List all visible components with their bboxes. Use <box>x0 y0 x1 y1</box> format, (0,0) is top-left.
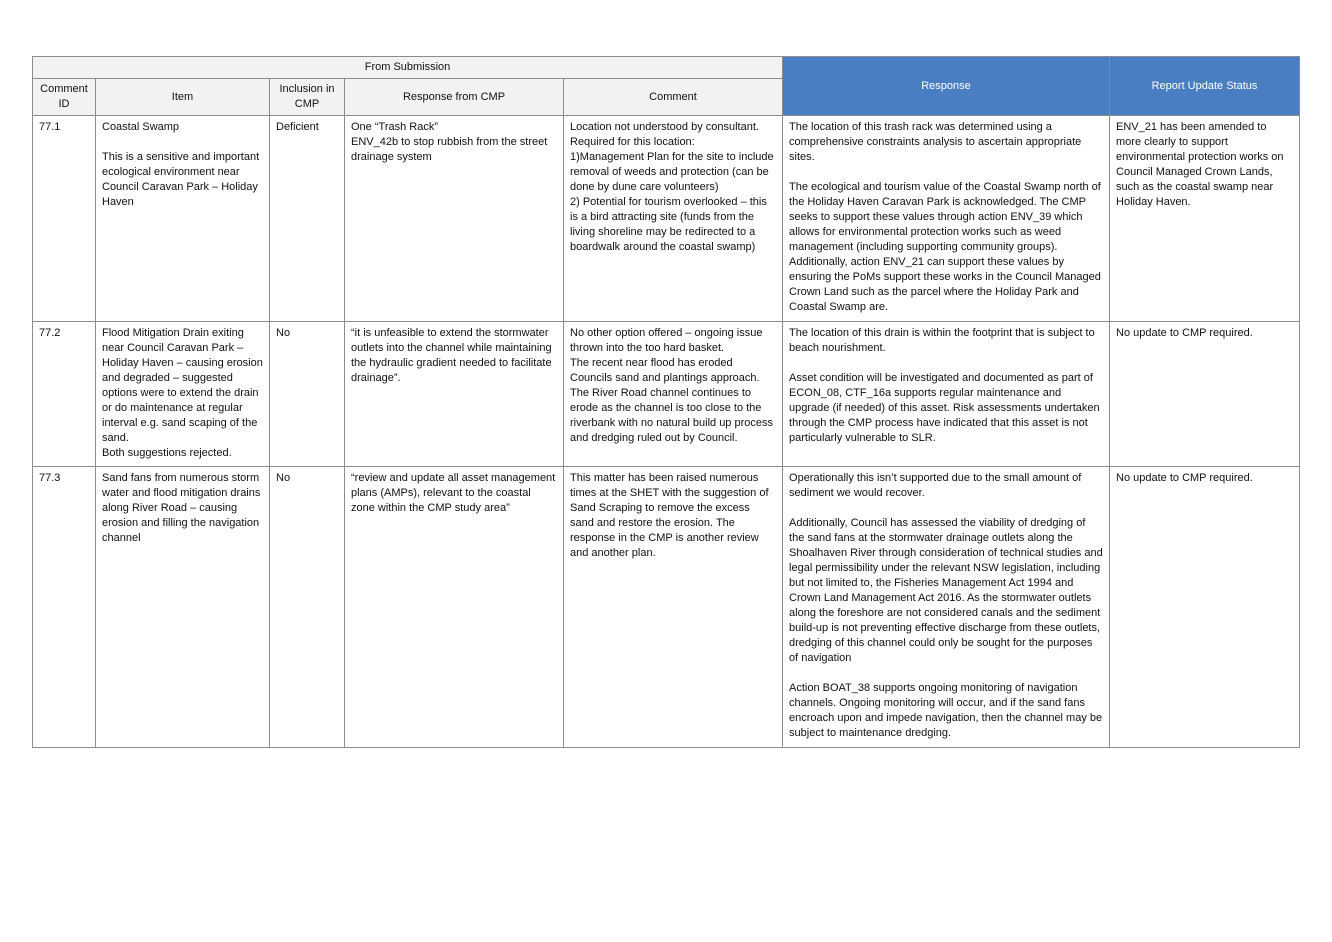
response-cell: Operationally this isn’t supported due to the small amount of sediment we would recover. Additionally, Council has assessed the viability of dredging of the sand fans at the stormwater drainage outlets along the Shoalhaven River through consideration of technical studies and legal permissibility under the relevant NSW legislation, including but not limited to, the Fisheries Management Act 1994 and Crown Land Management Act 2016. As the stormwater outlets along the foreshore are not considered canals and the sediment build-up is not preventing effective discharge from these outlets, dredging of this channel could only be sought for the purposes of navigation Action BOAT_38 supports ongoing monitoring of navigation channels. Ongoing monitoring will occur, and if the sand fans encroach upon and impede navigation, then the channel may be subject to maintenance dredging. <box>783 467 1110 748</box>
comment-id-cell: 77.2 <box>33 322 96 467</box>
inclusion-cell: No <box>270 322 345 467</box>
from-submission-header: From Submission <box>33 57 783 79</box>
submission-response-table <box>32 56 1300 748</box>
item-cell: Sand fans from numerous storm water and flood mitigation drains along River Road – causing erosion and filling the navigation channel <box>96 467 270 748</box>
report-update-status-header: Report Update Status <box>1110 57 1300 116</box>
response-from-cmp-header: Response from CMP <box>345 79 564 116</box>
inclusion-header: Inclusion in CMP <box>270 79 345 116</box>
inclusion-cell: Deficient <box>270 116 345 322</box>
table-row <box>33 322 1300 467</box>
item-cell: Coastal Swamp This is a sensitive and important ecological environment near Council Caravan Park – Holiday Haven <box>96 116 270 322</box>
response-from-cmp-cell: One “Trash Rack” ENV_42b to stop rubbish from the street drainage system <box>345 116 564 322</box>
response-from-cmp-cell: “review and update all asset management plans (AMPs), relevant to the coastal zone within the CMP study area” <box>345 467 564 748</box>
comment-cell: This matter has been raised numerous times at the SHET with the suggestion of Sand Scraping to remove the excess sand and restore the erosion. The response in the CMP is another review and another plan. <box>564 467 783 748</box>
table-row <box>33 116 1300 322</box>
response-from-cmp-cell: “it is unfeasible to extend the stormwater outlets into the channel while maintaining the hydraulic gradient needed to facilitate drainage”. <box>345 322 564 467</box>
report-update-status-cell: No update to CMP required. <box>1110 467 1300 748</box>
item-header: Item <box>96 79 270 116</box>
report-update-status-cell: ENV_21 has been amended to more clearly to support environmental protection works on Council Managed Crown Lands, such as the coastal swamp near Holiday Haven. <box>1110 116 1300 322</box>
response-cell: The location of this drain is within the footprint that is subject to beach nourishment. Asset condition will be investigated and documented as part of ECON_08, CTF_16a supports regular maintenance and upgrade (if needed) of this asset. Risk assessments undertaken through the CMP process have indicated that this asset is not particularly vulnerable to SLR. <box>783 322 1110 467</box>
report-update-status-cell: No update to CMP required. <box>1110 322 1300 467</box>
comment-id-cell: 77.1 <box>33 116 96 322</box>
comment-cell: No other option offered – ongoing issue thrown into the too hard basket. The recent near flood has eroded Councils sand and plantings approach. The River Road channel continues to erode as the channel is too close to the riverbank with no natural build up process and dredging ruled out by Council. <box>564 322 783 467</box>
inclusion-cell: No <box>270 467 345 748</box>
response-cell: The location of this trash rack was determined using a comprehensive constraints analysis to ascertain appropriate sites. The ecological and tourism value of the Coastal Swamp north of the Holiday Haven Caravan Park is acknowledged. The CMP seeks to support these values through action ENV_39 which allows for environmental protection works such as weed management (including supporting community groups). Additionally, action ENV_21 can support these values by ensuring the PoMs support these works in the Council Managed Crown Land such as the parcel where the Holiday Park and Coastal Swamp are. <box>783 116 1110 322</box>
response-header: Response <box>783 57 1110 116</box>
table-row <box>33 467 1300 748</box>
comment-id-header: Comment ID <box>33 79 96 116</box>
comment-id-cell: 77.3 <box>33 467 96 748</box>
comment-cell: Location not understood by consultant. Required for this location: 1)Management Plan for the site to include removal of weeds and protection (can be done by dune care volunteers) 2) Potential for tourism overlooked – this is a bird attracting site (funds from the living shoreline may be redirected to a boardwalk around the coastal swamp) <box>564 116 783 322</box>
comment-header: Comment <box>564 79 783 116</box>
item-cell: Flood Mitigation Drain exiting near Council Caravan Park – Holiday Haven – causing erosion and degraded – suggested options were to extend the drain or do maintenance at regular interval e.g. sand scaping of the sand. Both suggestions rejected. <box>96 322 270 467</box>
